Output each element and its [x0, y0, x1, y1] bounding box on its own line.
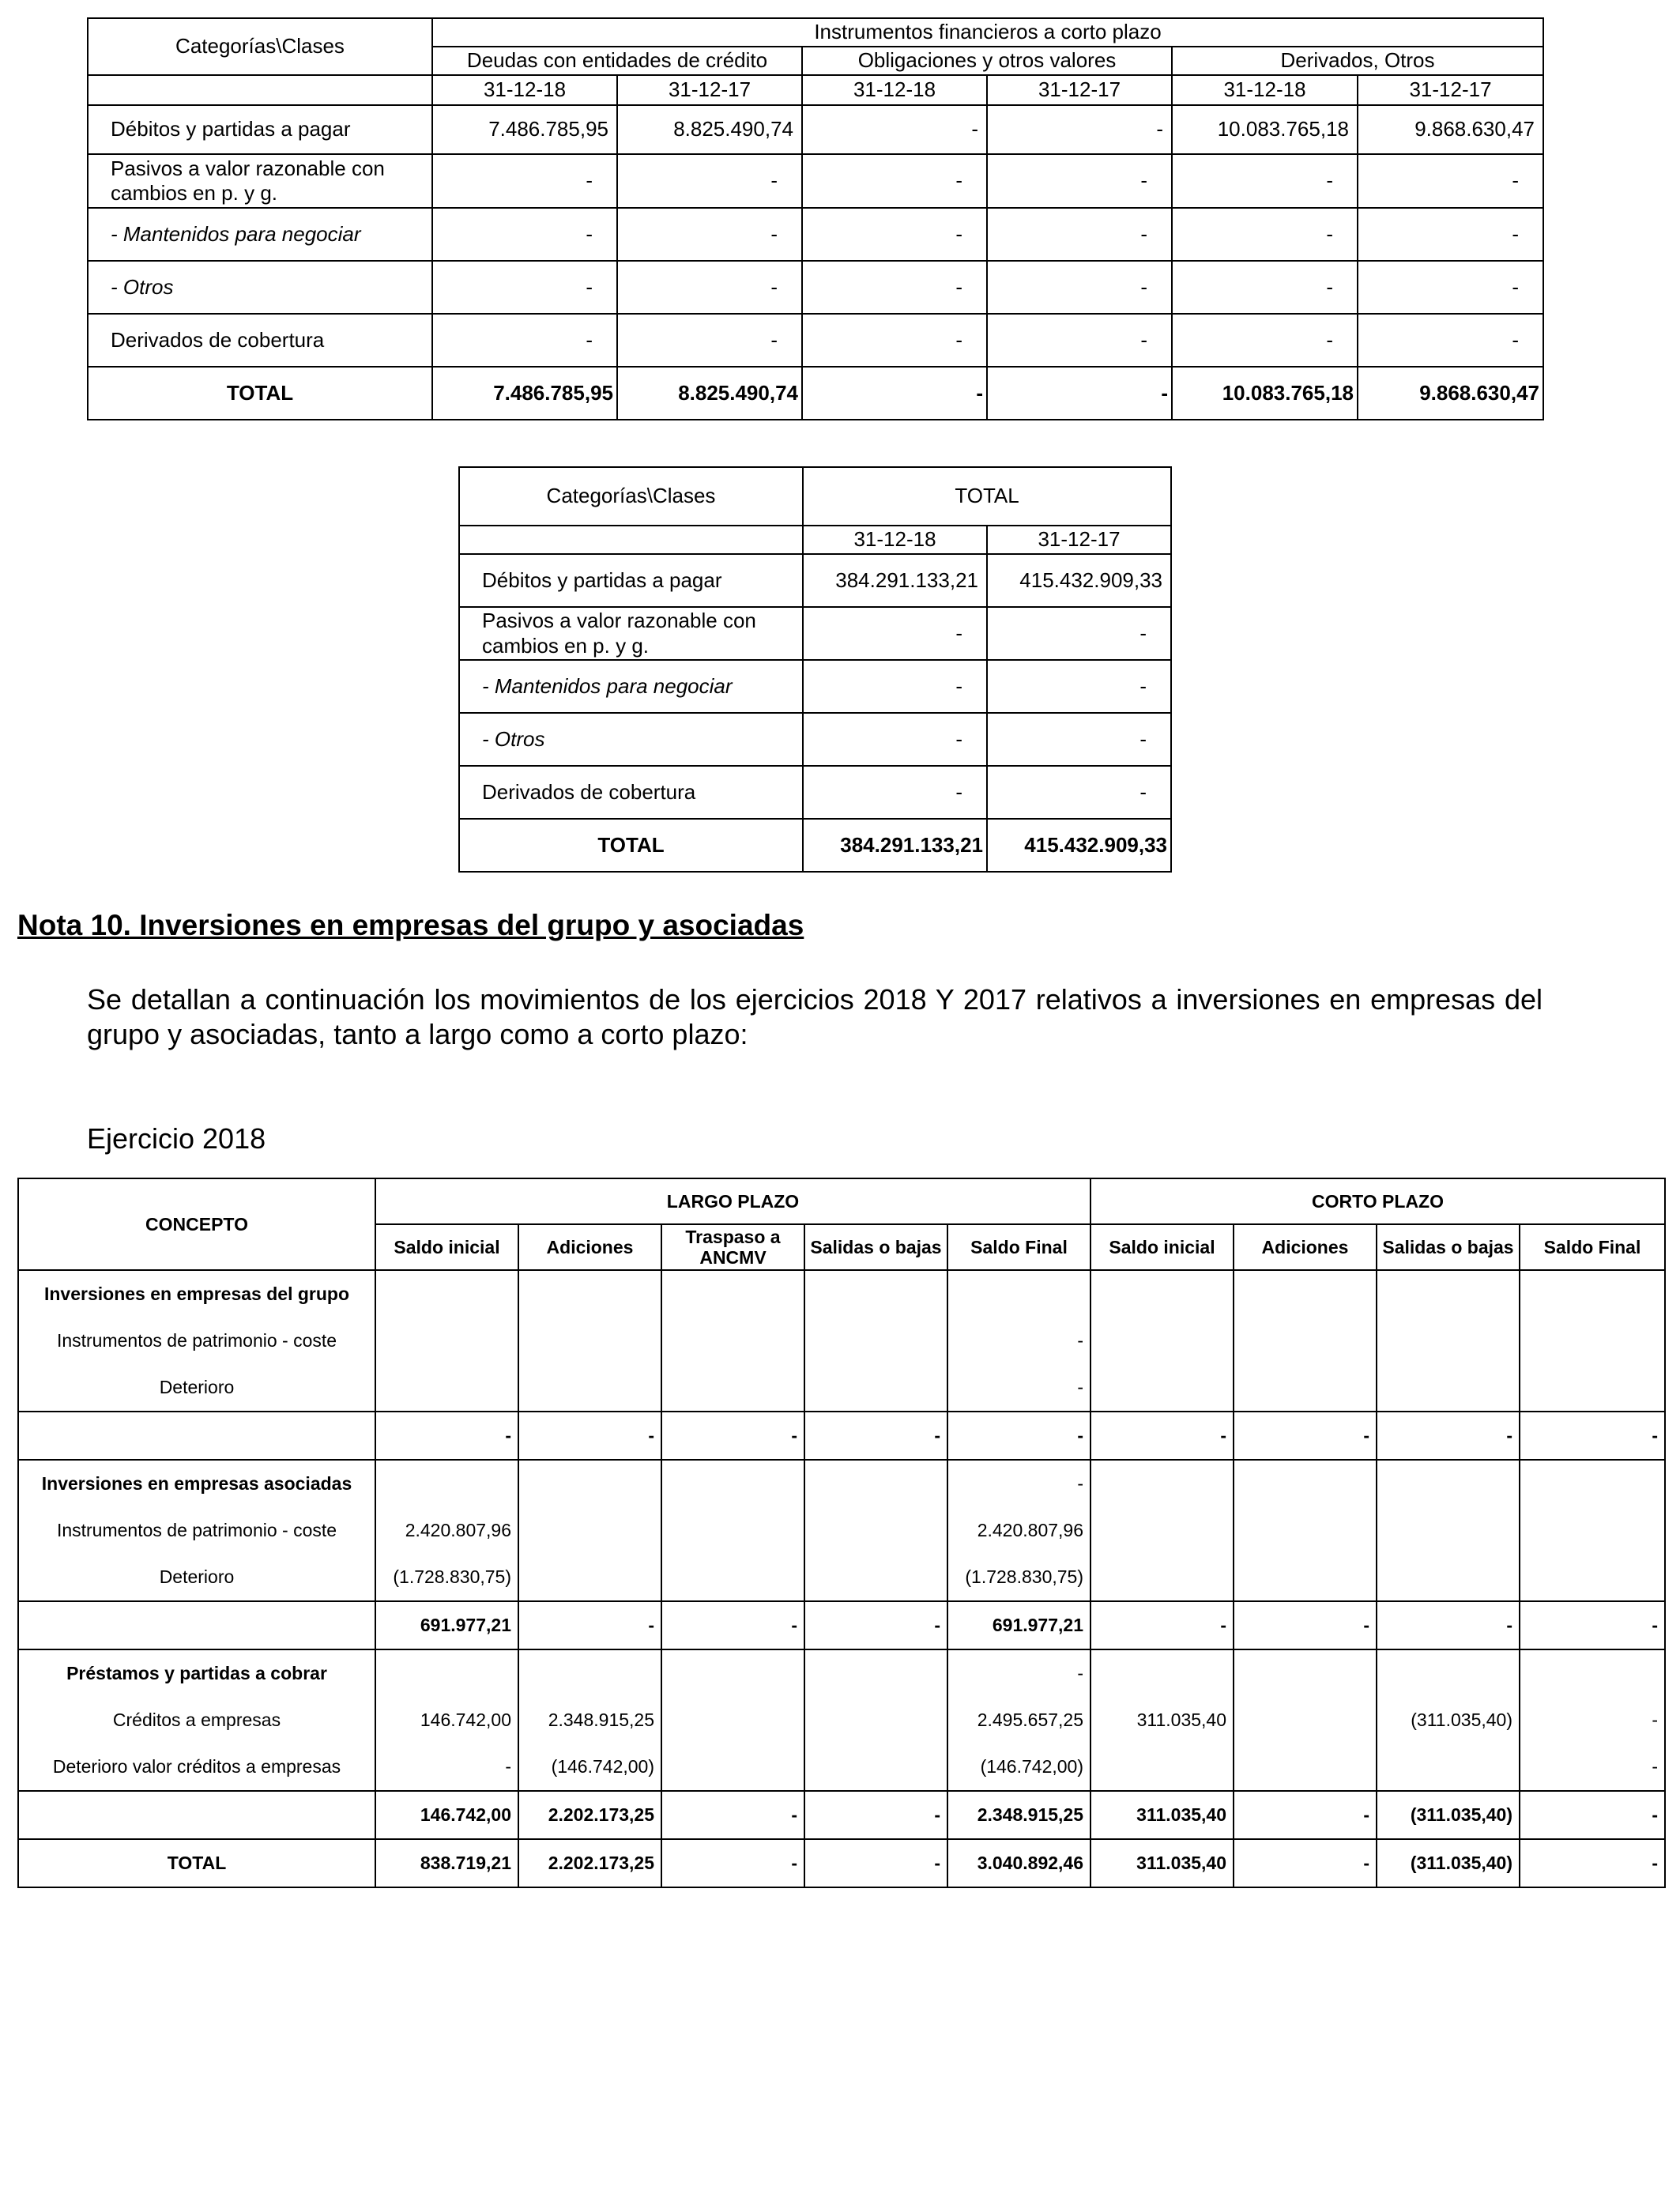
value-cell — [1090, 1744, 1234, 1791]
column-header: Adiciones — [518, 1224, 661, 1270]
value-cell: - — [1520, 1744, 1665, 1791]
value-cell — [518, 1554, 661, 1601]
total-label: TOTAL — [459, 819, 803, 872]
value-cell: - — [1358, 208, 1543, 261]
value-cell — [518, 1270, 661, 1318]
value-cell: - — [803, 766, 987, 819]
table1-date-header: 31-12-17 — [617, 75, 802, 105]
subtotal-value: - — [518, 1412, 661, 1460]
total-value: 2.202.173,25 — [518, 1839, 661, 1887]
value-cell: - — [987, 607, 1171, 660]
table-row — [18, 1318, 1665, 1364]
value-cell: - — [1172, 154, 1358, 208]
table-row — [88, 154, 1543, 208]
total-value: - — [802, 367, 987, 420]
subtotal-value: - — [804, 1791, 947, 1839]
column-header: Adiciones — [1234, 1224, 1377, 1270]
subsection-title: Ejercicio 2018 — [87, 1122, 266, 1155]
row-label: Deterioro — [18, 1364, 375, 1412]
value-cell — [1520, 1318, 1665, 1364]
table-row — [88, 261, 1543, 314]
value-cell — [1090, 1554, 1234, 1601]
table-row — [18, 1697, 1665, 1744]
value-cell: - — [947, 1460, 1090, 1507]
table-row — [459, 766, 1171, 819]
value-cell — [1520, 1364, 1665, 1412]
value-cell — [661, 1507, 804, 1554]
value-cell: - — [947, 1364, 1090, 1412]
value-cell: - — [803, 660, 987, 713]
column-header: Traspaso a ANCMV — [661, 1224, 804, 1270]
value-cell — [1377, 1364, 1520, 1412]
value-cell: 8.825.490,74 — [617, 105, 802, 154]
value-cell: - — [617, 261, 802, 314]
corto-plazo-header: CORTO PLAZO — [1090, 1178, 1665, 1224]
table-row — [18, 1460, 1665, 1507]
row-label: Préstamos y partidas a cobrar — [18, 1649, 375, 1697]
value-cell: - — [802, 208, 987, 261]
subtotal-label-cell — [18, 1601, 375, 1649]
subtotal-value: - — [1234, 1412, 1377, 1460]
column-header: Saldo Final — [1520, 1224, 1665, 1270]
row-label: - Otros — [459, 713, 803, 766]
table1-class-header: Deudas con entidades de crédito — [432, 47, 802, 75]
row-label: Débitos y partidas a pagar — [459, 554, 803, 607]
total-row — [88, 367, 1543, 420]
total-value: 9.868.630,47 — [1358, 367, 1543, 420]
row-label: Derivados de cobertura — [459, 766, 803, 819]
total-value: - — [1520, 1839, 1665, 1887]
value-cell: (1.728.830,75) — [375, 1554, 518, 1601]
subtotal-value: 691.977,21 — [375, 1601, 518, 1649]
value-cell: (1.728.830,75) — [947, 1554, 1090, 1601]
value-cell — [1234, 1744, 1377, 1791]
table2-group-header: TOTAL — [803, 467, 1171, 526]
value-cell — [947, 1270, 1090, 1318]
subtotal-value: - — [1090, 1412, 1234, 1460]
table-row — [88, 314, 1543, 367]
value-cell: - — [947, 1649, 1090, 1697]
row-label: Deterioro — [18, 1554, 375, 1601]
value-cell — [661, 1554, 804, 1601]
subtotal-value: - — [1234, 1601, 1377, 1649]
value-cell: - — [1172, 208, 1358, 261]
total-instruments-table — [458, 466, 1172, 873]
value-cell — [1234, 1364, 1377, 1412]
value-cell: - — [803, 713, 987, 766]
value-cell: - — [617, 154, 802, 208]
value-cell — [1520, 1270, 1665, 1318]
column-header: Salidas o bajas — [1377, 1224, 1520, 1270]
value-cell — [1090, 1364, 1234, 1412]
table-row — [88, 208, 1543, 261]
value-cell — [804, 1364, 947, 1412]
value-cell: - — [802, 314, 987, 367]
table2-date-header: 31-12-18 — [803, 526, 987, 554]
value-cell — [1377, 1318, 1520, 1364]
value-cell — [661, 1270, 804, 1318]
total-value: 415.432.909,33 — [987, 819, 1171, 872]
total-value: - — [804, 1839, 947, 1887]
subtotal-value: - — [661, 1601, 804, 1649]
column-header: Saldo inicial — [1090, 1224, 1234, 1270]
total-value: 311.035,40 — [1090, 1839, 1234, 1887]
subtotal-row — [18, 1601, 1665, 1649]
subtotal-value: - — [1520, 1412, 1665, 1460]
value-cell — [661, 1318, 804, 1364]
value-cell — [1234, 1649, 1377, 1697]
value-cell: 146.742,00 — [375, 1697, 518, 1744]
row-label: Inversiones en empresas del grupo — [18, 1270, 375, 1318]
value-cell: - — [1172, 261, 1358, 314]
value-cell: (311.035,40) — [1377, 1697, 1520, 1744]
value-cell: 2.495.657,25 — [947, 1697, 1090, 1744]
table1-group-header: Instrumentos financieros a corto plazo — [432, 18, 1543, 47]
value-cell: 384.291.133,21 — [803, 554, 987, 607]
value-cell — [804, 1649, 947, 1697]
value-cell: - — [987, 208, 1172, 261]
subtotal-value: - — [1520, 1791, 1665, 1839]
total-value: 3.040.892,46 — [947, 1839, 1090, 1887]
value-cell — [375, 1364, 518, 1412]
intro-paragraph: Se detallan a continuación los movimientos de los ejercicios 2018 Y 2017 relativos a inversiones en empresas del grupo y asociadas, tanto a largo como a corto plazo: — [87, 983, 1543, 1050]
value-cell — [375, 1460, 518, 1507]
value-cell: - — [432, 314, 617, 367]
value-cell — [1520, 1507, 1665, 1554]
table-row — [459, 607, 1171, 660]
value-cell: 2.348.915,25 — [518, 1697, 661, 1744]
subtotal-label-cell — [18, 1791, 375, 1839]
value-cell — [1234, 1318, 1377, 1364]
row-label: Créditos a empresas — [18, 1697, 375, 1744]
row-label: - Otros — [88, 261, 432, 314]
row-label: - Mantenidos para negociar — [88, 208, 432, 261]
value-cell — [804, 1507, 947, 1554]
value-cell — [1090, 1649, 1234, 1697]
value-cell: - — [1358, 261, 1543, 314]
value-cell — [804, 1744, 947, 1791]
value-cell: (146.742,00) — [518, 1744, 661, 1791]
table1-date-header: 31-12-17 — [1358, 75, 1543, 105]
row-label: Instrumentos de patrimonio - coste — [18, 1318, 375, 1364]
table-row — [459, 660, 1171, 713]
value-cell — [1377, 1460, 1520, 1507]
value-cell: - — [802, 154, 987, 208]
value-cell: - — [802, 105, 987, 154]
subtotal-row — [18, 1791, 1665, 1839]
table1-class-header: Obligaciones y otros valores — [802, 47, 1172, 75]
subtotal-label-cell — [18, 1412, 375, 1460]
value-cell — [1090, 1507, 1234, 1554]
value-cell: - — [987, 660, 1171, 713]
subtotal-value: 311.035,40 — [1090, 1791, 1234, 1839]
value-cell: - — [987, 713, 1171, 766]
value-cell: - — [987, 261, 1172, 314]
value-cell — [1234, 1507, 1377, 1554]
table1-empty-cell — [88, 75, 432, 105]
value-cell: (146.742,00) — [947, 1744, 1090, 1791]
value-cell — [375, 1649, 518, 1697]
row-label: Pasivos a valor razonable con cambios en p. y g. — [88, 154, 432, 208]
concepto-header: CONCEPTO — [18, 1178, 375, 1270]
table-row — [18, 1649, 1665, 1697]
value-cell: 415.432.909,33 — [987, 554, 1171, 607]
value-cell: 10.083.765,18 — [1172, 105, 1358, 154]
value-cell — [804, 1697, 947, 1744]
subtotal-value: - — [661, 1791, 804, 1839]
value-cell: - — [987, 105, 1172, 154]
value-cell: - — [1520, 1697, 1665, 1744]
largo-plazo-header: LARGO PLAZO — [375, 1178, 1090, 1224]
value-cell: - — [432, 261, 617, 314]
total-value: - — [1234, 1839, 1377, 1887]
row-label: Deterioro valor créditos a empresas — [18, 1744, 375, 1791]
row-label: - Mantenidos para negociar — [459, 660, 803, 713]
row-label: Inversiones en empresas asociadas — [18, 1460, 375, 1507]
table-row — [459, 713, 1171, 766]
value-cell: - — [1358, 154, 1543, 208]
value-cell — [661, 1744, 804, 1791]
subtotal-value: - — [375, 1412, 518, 1460]
value-cell: - — [803, 607, 987, 660]
subtotal-value: - — [804, 1601, 947, 1649]
value-cell — [1377, 1744, 1520, 1791]
value-cell — [661, 1649, 804, 1697]
subtotal-value: (311.035,40) — [1377, 1791, 1520, 1839]
value-cell: - — [987, 314, 1172, 367]
subtotal-row — [18, 1412, 1665, 1460]
subtotal-value: 146.742,00 — [375, 1791, 518, 1839]
value-cell: 311.035,40 — [1090, 1697, 1234, 1744]
subtotal-value: - — [1234, 1791, 1377, 1839]
value-cell: - — [802, 261, 987, 314]
value-cell — [1234, 1270, 1377, 1318]
total-row — [18, 1839, 1665, 1887]
column-header: Saldo Final — [947, 1224, 1090, 1270]
table-row — [18, 1364, 1665, 1412]
subtotal-value: - — [1520, 1601, 1665, 1649]
total-value: - — [987, 367, 1172, 420]
value-cell — [518, 1507, 661, 1554]
value-cell — [1520, 1649, 1665, 1697]
table-row — [18, 1507, 1665, 1554]
column-header: Saldo inicial — [375, 1224, 518, 1270]
total-value: 8.825.490,74 — [617, 367, 802, 420]
table2-date-header: 31-12-17 — [987, 526, 1171, 554]
subtotal-value: - — [1090, 1601, 1234, 1649]
row-label: Derivados de cobertura — [88, 314, 432, 367]
subtotal-value: - — [661, 1412, 804, 1460]
value-cell — [1090, 1318, 1234, 1364]
value-cell — [518, 1649, 661, 1697]
total-value: 10.083.765,18 — [1172, 367, 1358, 420]
value-cell: 2.420.807,96 — [947, 1507, 1090, 1554]
total-row — [459, 819, 1171, 872]
value-cell — [661, 1364, 804, 1412]
table3-body — [18, 1270, 1665, 1887]
total-value: 838.719,21 — [375, 1839, 518, 1887]
value-cell: - — [947, 1318, 1090, 1364]
value-cell — [1234, 1697, 1377, 1744]
value-cell: - — [987, 766, 1171, 819]
value-cell — [1520, 1460, 1665, 1507]
value-cell — [661, 1697, 804, 1744]
table1-class-header: Derivados, Otros — [1172, 47, 1543, 75]
value-cell — [804, 1460, 947, 1507]
value-cell: - — [987, 154, 1172, 208]
value-cell — [1377, 1554, 1520, 1601]
subtotal-value: - — [1377, 1601, 1520, 1649]
subtotal-value: - — [804, 1412, 947, 1460]
value-cell: 7.486.785,95 — [432, 105, 617, 154]
total-value: - — [661, 1839, 804, 1887]
table2-empty-cell — [459, 526, 803, 554]
table1-date-header: 31-12-18 — [432, 75, 617, 105]
value-cell: - — [617, 208, 802, 261]
value-cell — [1234, 1554, 1377, 1601]
value-cell: - — [432, 208, 617, 261]
value-cell — [1377, 1270, 1520, 1318]
table-row — [18, 1554, 1665, 1601]
value-cell — [518, 1460, 661, 1507]
subtotal-value: - — [947, 1412, 1090, 1460]
value-cell: - — [432, 154, 617, 208]
investments-movements-table — [17, 1178, 1666, 1888]
value-cell: 2.420.807,96 — [375, 1507, 518, 1554]
value-cell — [518, 1364, 661, 1412]
value-cell: - — [375, 1744, 518, 1791]
row-label: Débitos y partidas a pagar — [88, 105, 432, 154]
value-cell — [661, 1460, 804, 1507]
row-label: Pasivos a valor razonable con cambios en p. y g. — [459, 607, 803, 660]
section-title: Nota 10. Inversiones en empresas del grupo y asociadas — [17, 909, 804, 941]
row-label: Instrumentos de patrimonio - coste — [18, 1507, 375, 1554]
table-row — [459, 554, 1171, 607]
value-cell: - — [1358, 314, 1543, 367]
total-label: TOTAL — [18, 1839, 375, 1887]
value-cell: - — [617, 314, 802, 367]
table-row — [18, 1744, 1665, 1791]
table2-corner-header: Categorías\Clases — [459, 467, 803, 526]
value-cell: - — [1172, 314, 1358, 367]
table1-date-header: 31-12-18 — [1172, 75, 1358, 105]
value-cell — [1234, 1460, 1377, 1507]
value-cell — [1090, 1460, 1234, 1507]
subtotal-value: 2.348.915,25 — [947, 1791, 1090, 1839]
value-cell — [1520, 1554, 1665, 1601]
value-cell — [804, 1318, 947, 1364]
value-cell: 9.868.630,47 — [1358, 105, 1543, 154]
total-value: 7.486.785,95 — [432, 367, 617, 420]
table1-corner-header: Categorías\Clases — [88, 18, 432, 75]
total-value: (311.035,40) — [1377, 1839, 1520, 1887]
value-cell — [804, 1270, 947, 1318]
subtotal-value: - — [518, 1601, 661, 1649]
total-value: 384.291.133,21 — [803, 819, 987, 872]
value-cell — [1377, 1507, 1520, 1554]
value-cell — [804, 1554, 947, 1601]
subtotal-value: 691.977,21 — [947, 1601, 1090, 1649]
short-term-instruments-table — [87, 17, 1544, 420]
table-row — [88, 105, 1543, 154]
value-cell — [1090, 1270, 1234, 1318]
value-cell — [375, 1318, 518, 1364]
column-header: Salidas o bajas — [804, 1224, 947, 1270]
subtotal-value: 2.202.173,25 — [518, 1791, 661, 1839]
table-row — [18, 1270, 1665, 1318]
value-cell — [518, 1318, 661, 1364]
value-cell — [1377, 1649, 1520, 1697]
table1-date-header: 31-12-17 — [987, 75, 1172, 105]
value-cell — [375, 1270, 518, 1318]
table1-date-header: 31-12-18 — [802, 75, 987, 105]
total-label: TOTAL — [88, 367, 432, 420]
subtotal-value: - — [1377, 1412, 1520, 1460]
